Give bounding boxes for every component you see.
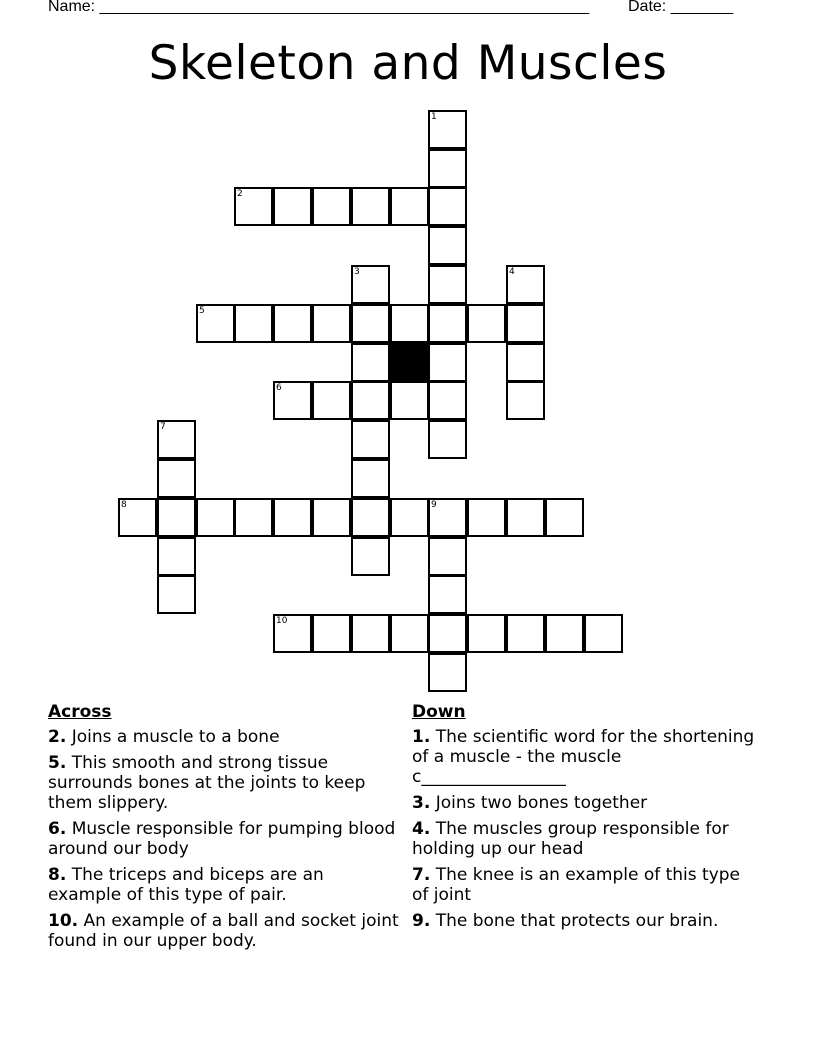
grid-cell[interactable] bbox=[428, 149, 467, 188]
grid-cell[interactable] bbox=[273, 381, 312, 420]
grid-cell[interactable] bbox=[506, 498, 545, 537]
clue-number-label: 7 bbox=[160, 422, 166, 432]
clue-number: 9. bbox=[412, 911, 431, 931]
clue-text: The muscles group responsible for holding up our head bbox=[412, 819, 729, 859]
grid-cell[interactable] bbox=[428, 343, 467, 382]
clue-number-label: 2 bbox=[237, 189, 243, 199]
grid-cell[interactable] bbox=[584, 614, 623, 653]
grid-cell[interactable] bbox=[118, 498, 157, 537]
grid-cell[interactable] bbox=[506, 614, 545, 653]
clue-number: 1. bbox=[412, 727, 431, 747]
grid-cell[interactable] bbox=[506, 304, 545, 343]
grid-cell[interactable] bbox=[234, 304, 273, 343]
grid-cell[interactable] bbox=[351, 265, 390, 304]
page-title: Skeleton and Muscles bbox=[148, 36, 668, 91]
grid-cell[interactable] bbox=[234, 187, 273, 226]
clue-text: The bone that protects our brain. bbox=[435, 911, 719, 931]
grid-cell[interactable] bbox=[428, 575, 467, 614]
clue-down-9 bbox=[412, 911, 760, 931]
clue-text: The scientific word for the shortening of a muscle - the muscle c_________________ bbox=[412, 727, 755, 787]
grid-cell[interactable] bbox=[157, 575, 196, 614]
grid-block bbox=[390, 343, 429, 382]
name-field-label: Name: _______________________________________________________ bbox=[48, 0, 589, 15]
grid-cell[interactable] bbox=[467, 498, 506, 537]
grid-cell[interactable] bbox=[390, 614, 429, 653]
grid-cell[interactable] bbox=[428, 537, 467, 576]
clue-number-label: 8 bbox=[121, 500, 127, 510]
grid-cell[interactable] bbox=[273, 498, 312, 537]
grid-cell[interactable] bbox=[428, 110, 467, 149]
grid-cell[interactable] bbox=[312, 614, 351, 653]
grid-cell[interactable] bbox=[351, 614, 390, 653]
down-heading: Down bbox=[412, 702, 466, 722]
grid-cell[interactable] bbox=[428, 381, 467, 420]
clue-across-2 bbox=[48, 727, 400, 747]
clue-text: The knee is an example of this type of joint bbox=[412, 865, 741, 905]
clue-down-3 bbox=[412, 793, 760, 813]
grid-cell[interactable] bbox=[312, 187, 351, 226]
grid-cell[interactable] bbox=[428, 420, 467, 459]
clue-text: Joins two bones together bbox=[435, 793, 648, 813]
grid-cell[interactable] bbox=[390, 381, 429, 420]
grid-cell[interactable] bbox=[351, 343, 390, 382]
clue-number: 10. bbox=[48, 911, 79, 931]
grid-cell[interactable] bbox=[273, 304, 312, 343]
clue-number: 5. bbox=[48, 753, 67, 773]
grid-cell[interactable] bbox=[428, 187, 467, 226]
clue-text: Muscle responsible for pumping blood around our body bbox=[48, 819, 396, 859]
grid-cell[interactable] bbox=[545, 498, 584, 537]
grid-cell[interactable] bbox=[273, 614, 312, 653]
grid-cell[interactable] bbox=[351, 459, 390, 498]
clue-number-label: 10 bbox=[276, 616, 288, 626]
grid-cell[interactable] bbox=[390, 498, 429, 537]
grid-cell[interactable] bbox=[157, 537, 196, 576]
across-heading: Across bbox=[48, 702, 112, 722]
grid-cell[interactable] bbox=[428, 226, 467, 265]
grid-cell[interactable] bbox=[273, 187, 312, 226]
clue-text: Joins a muscle to a bone bbox=[71, 727, 280, 747]
clue-number: 7. bbox=[412, 865, 431, 885]
clue-number: 8. bbox=[48, 865, 67, 885]
grid-cell[interactable] bbox=[390, 304, 429, 343]
grid-cell[interactable] bbox=[312, 498, 351, 537]
grid-cell[interactable] bbox=[312, 304, 351, 343]
down-clues bbox=[412, 700, 760, 937]
grid-cell[interactable] bbox=[351, 537, 390, 576]
grid-cell[interactable] bbox=[196, 304, 235, 343]
across-clues bbox=[48, 700, 400, 957]
clue-number-label: 6 bbox=[276, 383, 282, 393]
grid-cell[interactable] bbox=[351, 304, 390, 343]
clue-down-7 bbox=[412, 865, 760, 905]
grid-cell[interactable] bbox=[351, 498, 390, 537]
grid-cell[interactable] bbox=[467, 304, 506, 343]
grid-cell[interactable] bbox=[428, 265, 467, 304]
grid-cell[interactable] bbox=[467, 614, 506, 653]
clue-across-8 bbox=[48, 865, 400, 905]
grid-cell[interactable] bbox=[506, 343, 545, 382]
grid-cell[interactable] bbox=[157, 459, 196, 498]
clue-across-5 bbox=[48, 753, 400, 813]
clue-number-label: 3 bbox=[354, 267, 360, 277]
grid-cell[interactable] bbox=[196, 498, 235, 537]
grid-cell[interactable] bbox=[312, 381, 351, 420]
grid-cell[interactable] bbox=[157, 420, 196, 459]
clue-text: This smooth and strong tissue surrounds bones at the joints to keep them slippery. bbox=[48, 753, 366, 813]
grid-cell[interactable] bbox=[506, 381, 545, 420]
grid-cell[interactable] bbox=[351, 381, 390, 420]
clue-down-1 bbox=[412, 727, 760, 787]
clue-across-10 bbox=[48, 911, 400, 951]
clue-number-label: 9 bbox=[431, 500, 437, 510]
grid-cell[interactable] bbox=[157, 498, 196, 537]
clue-across-6 bbox=[48, 819, 400, 859]
grid-cell[interactable] bbox=[506, 265, 545, 304]
clue-number: 3. bbox=[412, 793, 431, 813]
grid-cell[interactable] bbox=[545, 614, 584, 653]
grid-cell[interactable] bbox=[428, 304, 467, 343]
clue-number-label: 1 bbox=[431, 112, 437, 122]
clue-number-label: 5 bbox=[199, 306, 205, 316]
grid-cell[interactable] bbox=[351, 420, 390, 459]
clue-number: 4. bbox=[412, 819, 431, 839]
grid-cell[interactable] bbox=[234, 498, 273, 537]
grid-cell[interactable] bbox=[390, 187, 429, 226]
clue-number-label: 4 bbox=[509, 267, 515, 277]
date-field-label: Date: _______ bbox=[628, 0, 733, 15]
grid-cell[interactable] bbox=[351, 187, 390, 226]
grid-cell[interactable] bbox=[428, 614, 467, 653]
clue-text: An example of a ball and socket joint found in our upper body. bbox=[48, 911, 399, 951]
clue-text: The triceps and biceps are an example of this type of pair. bbox=[48, 865, 324, 905]
clue-number: 6. bbox=[48, 819, 67, 839]
grid-cell[interactable] bbox=[428, 653, 467, 692]
clue-down-4 bbox=[412, 819, 760, 859]
grid-cell[interactable] bbox=[428, 498, 467, 537]
clue-number: 2. bbox=[48, 727, 67, 747]
